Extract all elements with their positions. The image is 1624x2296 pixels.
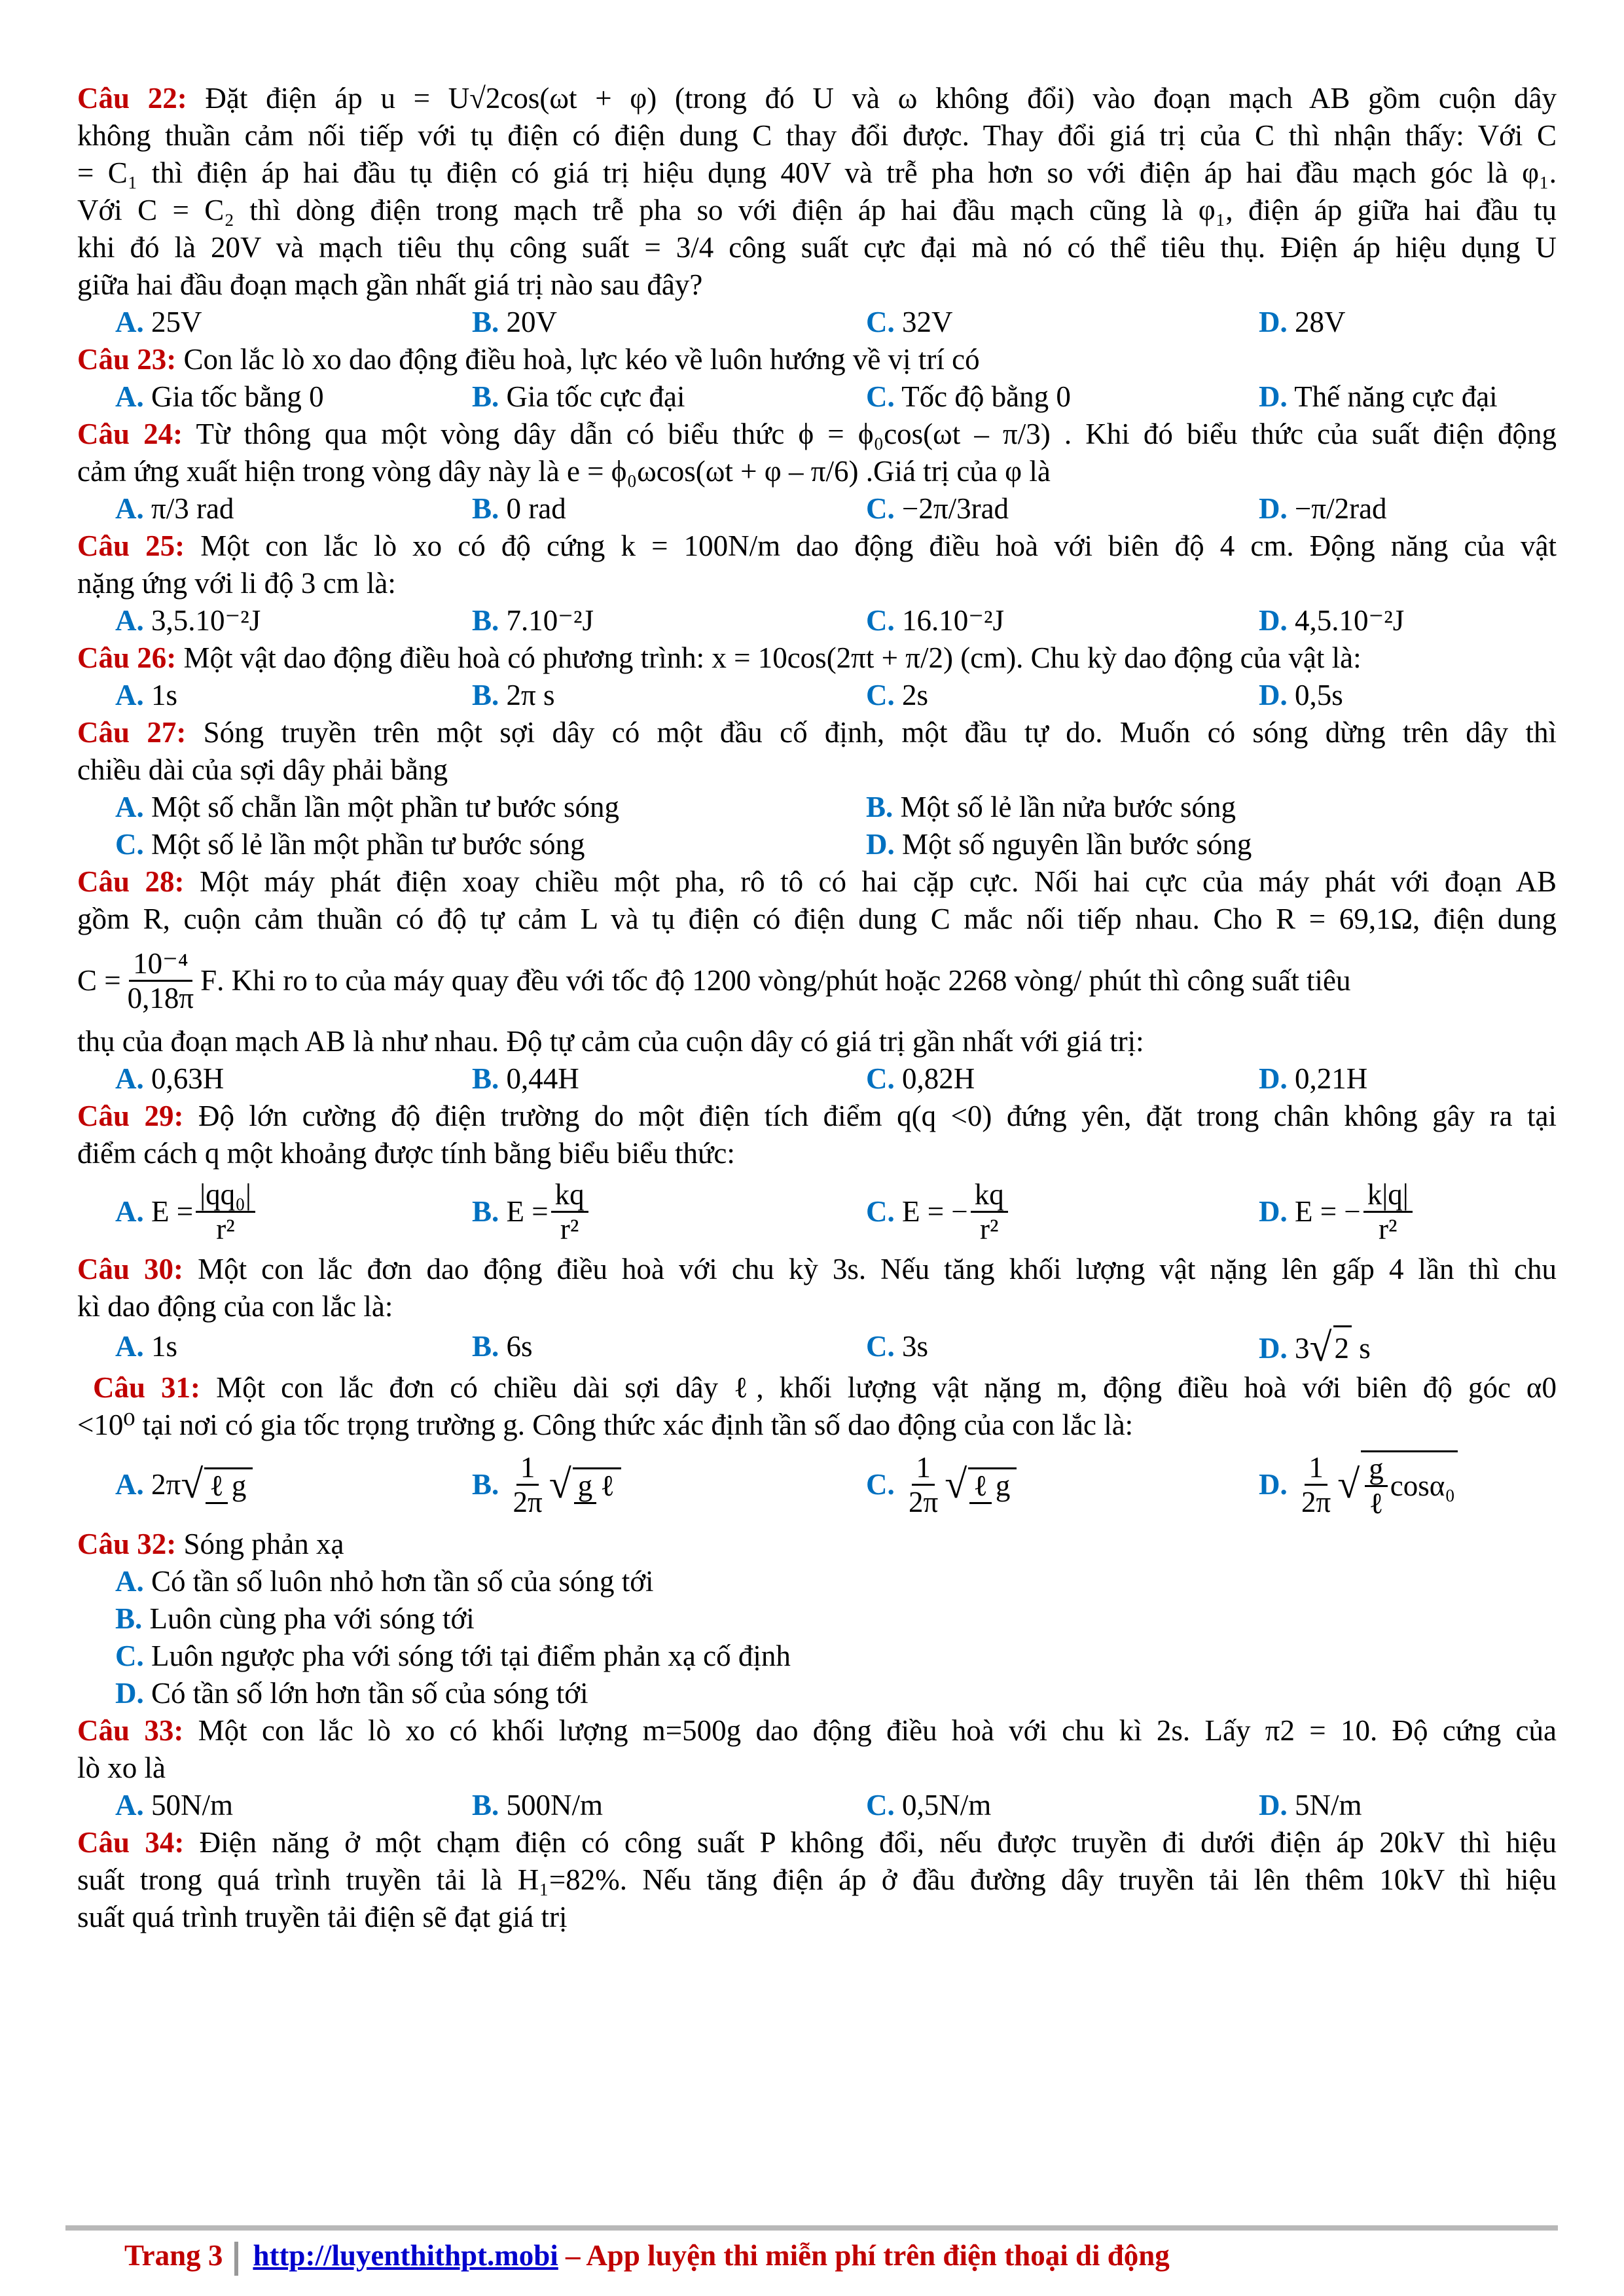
q23-stem: Câu 23: Con lắc lò xo dao động điều hoà, lực kéo về luôn hướng về vị trí có xyxy=(77,343,980,376)
page-number: Trang 3 xyxy=(124,2239,223,2272)
option-c[interactable]: C. Một số lẻ lần một phần tư bước sóng xyxy=(115,828,585,861)
q24-options xyxy=(77,490,1557,528)
option-a[interactable]: A. Có tần số luôn nhỏ hơn tần số của sóng tới xyxy=(115,1565,654,1598)
page-footer xyxy=(124,2238,1170,2276)
option-c[interactable]: C. 2s xyxy=(866,679,929,711)
option-d[interactable]: D. −π/2rad xyxy=(1259,492,1387,525)
q32-stem: Câu 32: Sóng phản xạ xyxy=(77,1528,344,1560)
option-b[interactable]: B. Gia tốc cực đại xyxy=(472,380,685,413)
fraction-capacitance: $\frac{\text{10⁻⁴}}{0,18\pi}$ xyxy=(127,946,194,1014)
option-d[interactable]: D. Có tần số lớn hơn tần số của sóng tới xyxy=(115,1677,588,1710)
footer-tagline: – App luyện thi miễn phí trên điện thoại di động xyxy=(566,2239,1170,2272)
q26-options xyxy=(77,677,1557,714)
question-number: Câu 22: xyxy=(77,82,187,115)
option-c[interactable]: C. 3s xyxy=(866,1330,929,1363)
option-d[interactable]: D. 28V xyxy=(1259,306,1346,338)
option-b[interactable]: B. 20V xyxy=(472,306,558,338)
option-d[interactable]: D. Một số nguyên lần bước sóng xyxy=(866,828,1252,861)
option-c[interactable]: C. 0,82H xyxy=(866,1062,975,1095)
q28-line1: Câu 28: Một máy phát điện xoay chiều một pha, rô tô có hai cặp cực. Nối hai cực của máy phát với đoạn AB xyxy=(77,865,1557,898)
option-b[interactable]: B. 0 rad xyxy=(472,492,566,525)
option-b[interactable]: B. Một số lẻ lần nửa bước sóng xyxy=(866,791,1236,823)
option-a[interactable]: A. 3,5.10⁻²J xyxy=(115,604,261,637)
formula-voltage: u = U√2cos(ωt + φ) xyxy=(380,82,657,115)
q30-options xyxy=(77,1325,1557,1369)
q30-line1: Câu 30: Một con lắc đơn dao động điều hoà với chu kỳ 3s. Nếu tăng khối lượng vật nặng lên gấp 4 lần thì chu xyxy=(77,1253,1557,1285)
option-a[interactable]: A. Một số chẵn lần một phần tư bước sóng xyxy=(115,791,619,823)
q23-options xyxy=(77,378,1557,416)
option-a[interactable]: A. 50N/m xyxy=(115,1789,234,1821)
option-d[interactable]: D. 0,21H xyxy=(1259,1062,1368,1095)
option-c[interactable]: C. 16.10⁻²J xyxy=(866,604,1005,637)
option-b[interactable]: B. E = $\frac{kq}{\text{r²}}$ xyxy=(472,1178,866,1246)
option-b[interactable]: B. 500N/m xyxy=(472,1789,604,1821)
q22-options xyxy=(77,304,1557,341)
option-b[interactable]: B. 0,44H xyxy=(472,1062,579,1095)
option-b[interactable]: B. 6s xyxy=(472,1330,533,1363)
option-a[interactable]: A. 25V xyxy=(115,306,202,338)
q31-options xyxy=(77,1444,1557,1526)
option-b[interactable]: B. Luôn cùng pha với sóng tới xyxy=(115,1602,475,1635)
option-d[interactable]: D. 3√2 s xyxy=(1259,1325,1371,1370)
footer-separator xyxy=(234,2242,238,2276)
option-c[interactable]: C. Tốc độ bằng 0 xyxy=(866,380,1071,413)
option-b[interactable]: B. $\frac{1}{2\pi}$ √ g ℓ xyxy=(472,1451,866,1518)
option-b[interactable]: B. 2π s xyxy=(472,679,555,711)
q27-options-row1 xyxy=(77,789,1557,826)
option-c[interactable]: C. $\frac{1}{2\pi}$ √ ℓ g xyxy=(866,1451,1259,1518)
q22-line1: Câu 22: Đặt điện áp u = U√2cos(ωt + φ) (trong đó U và ω không đổi) vào đoạn mạch AB gồm cuộn dây xyxy=(77,82,1557,115)
footer-link[interactable]: http://luyenthithpt.mobi xyxy=(253,2239,558,2272)
option-d[interactable]: D. E = − $\frac{k|q|}{\text{r²}}$ xyxy=(1259,1178,1415,1246)
q25-line1: Câu 25: Một con lắc lò xo có độ cứng k = 100N/m dao động điều hoà với biên độ 4 cm. Động năng của vật xyxy=(77,529,1557,562)
option-a[interactable]: A. 0,63H xyxy=(115,1062,225,1095)
option-a[interactable]: A. π/3 rad xyxy=(115,492,234,525)
option-a[interactable]: A. E = $\frac{\text{|qq₀|}}{\text{r²}}$ xyxy=(77,1178,472,1246)
footer-divider xyxy=(65,2225,1558,2231)
option-d[interactable]: D. Thế năng cực đại xyxy=(1259,380,1498,413)
option-a[interactable]: A. 2π √ ℓ g xyxy=(77,1466,472,1503)
q34-line1: Câu 34: Điện năng ở một chạm điện có công suất P không đổi, nếu được truyền đi dưới điện áp 20kV thì hiệu xyxy=(77,1826,1557,1859)
q31-line1: Câu 31: Một con lắc đơn có chiều dài sợi dây ℓ, khối lượng vật nặng m, động điều hoà với biên độ góc α0 xyxy=(93,1371,1557,1404)
q33-options xyxy=(77,1787,1557,1824)
option-b[interactable]: B. 7.10⁻²J xyxy=(472,604,594,637)
q27-line1: Câu 27: Sóng truyền trên một sợi dây có một đầu cố định, một đầu tự do. Muốn có sóng dừng trên dây thì xyxy=(77,716,1557,749)
option-c[interactable]: C. E = − $\frac{kq}{\text{r²}}$ xyxy=(866,1178,1259,1246)
option-a[interactable]: A. 1s xyxy=(115,1330,178,1363)
q24-line1: Câu 24: Từ thông qua một vòng dây dẫn có biểu thức ϕ = ϕ₀cos(ωt – π/3) . Khi đó biểu thức của suất điện động xyxy=(77,418,1557,450)
option-a[interactable]: A. 1s xyxy=(115,679,178,711)
exam-page-content: Câu 22: Đặt điện áp u = U√2cos(ωt + φ) (trong đó U và ω không đổi) vào đoạn mạch AB gồm cuộn dây không thuần cảm nối tiếp với tụ điện có điện dung C thay đổi được. Thay đổi giá trị của C thì nhận thấy: Với C = C₁ thì điện áp hai đầu tụ điện có giá trị hiệu dụng 40V và trễ pha hơn so với điện áp hai đầu mạch góc là φ₁. Với C = C₂ thì dòng điện trong mạch trễ pha so với điện áp hai đầu mạch cũng là φ₁, điện áp giữa hai đầu tụ khi đó là 20V và mạch tiêu thụ công suất = 3/4 công suất cực đại mà nó có thể tiêu thụ. Điện áp hiệu dụng U giữa hai đầu đoạn mạch gần nhất giá trị nào sau đây? A. 25V B. 20V C. 32V D. 28V Câu 23: Con lắc lò xo dao động điều hoà, lực kéo về luôn hướng về vị trí có A. Gia tốc bằng 0 B. Gia tốc cực đại C. Tốc độ bằng 0 D. Thế năng cực đại Câu 24: Từ thông qua một vòng dây dẫn có biểu thức ϕ = ϕ₀cos(ωt – π/3) . Khi đó biểu thức của suất điện động cảm ứng xuất hiện trong vòng dây này là e = ϕ₀ωcos(ωt + φ – π/6) .Giá trị của φ là A. π/3 rad B. 0 rad C. −2π/3rad D. −π/2rad Câu 25: Một con lắc lò xo có độ cứng k = 100N/m dao động điều hoà với biên độ 4 cm. Động năng của vật nặng ứng với li độ 3 cm là: A. 3,5.10⁻²J B. 7.10⁻²J C. 16.10⁻²J D. 4,5.10⁻²J Câu 26: Một vật dao động điều hoà có phương trình: x = 10cos(2πt + π/2) (cm). Chu kỳ dao động của vật là: A. 1s B. 2π s C. 2s D. 0,5s Câu 27: Sóng truyền trên một sợi dây có một đầu cố định, một đầu tự do. Muốn có sóng dừng trên dây thì chiều dài của sợi dây phải bằng A. Một số chẵn lần một phần tư bước sóng B. Một số lẻ lần nửa bước sóng C. Một số lẻ lần một phần tư bước sóng D. Một số nguyên lần bước sóng Câu 28: Một máy phát điện xoay chiều một pha, rô tô có hai cặp cực. Nối hai cực của máy phát với đoạn AB gồm R, cuộn cảm thuần có độ tự cảm L và tụ điện có điện dung C mắc nối tiếp nhau. Cho R = 69,1Ω, điện dung C = $\frac{\text{10⁻⁴}}{0,18\pi}$ F . Khi ro to của máy quay đều với tốc độ 1200 vòng/phút hoặc 2268 vòng/ phút thì công suất tiêu thụ của đoạn mạch AB là như nhau. Độ tự cảm của cuộn dây có giá trị gần nhất với giá trị: A. 0,63H B. 0,44H C. 0,82H D. 0,21H Câu 29: Độ lớn cường độ điện trường do một điện tích điểm q(q <0) đứng yên, đặt trong chân không gây ra tại điểm cách q một khoảng được tính bằng biểu biểu thức: A. E = $\frac{\text{|qq₀|}}{\text{r²}}$ B. E = $\frac{kq}{\text{r²}}$ C. E = − $\frac{kq}{\text{r²}}$ D. E = − $\frac{k|q|}{\text{r²}}$ Câu 30: Một con lắc đơn dao động điều hoà với chu kỳ 3s. Nếu tăng khối lượng vật nặng lên gấp 4 lần thì chu kì dao động của con lắc là: A. 1s B. 6s C. 3s D. 3√2 s Câu 31: Một con lắc đơn có chiều dài sợi dây ℓ, khối lượng vật nặng m, động điều hoà với biên độ góc α0 <10⁰ tại nơi có gia tốc trọng trường g. Công thức xác định tần số dao động của con lắc là: A. 2π √ ℓ g B. $\frac{1}{2\pi}$ √ g ℓ C. $\frac{1}{2\pi}$ √ ℓ g D. $\frac{1}{2\pi}$ √ $\frac{g}{\text{ℓ}}$ cosα₀ Câu 32: Sóng phản xạ A. Có tần số luôn nhỏ hơn tần số của sóng tới B. Luôn cùng pha với sóng tới C. Luôn ngược pha với sóng tới tại điểm phản xạ cố định D. Có tần số lớn hơn tần số của sóng tới Câu 33: Một con lắc lò xo có khối lượng m=500g dao động điều hoà với chu kì 2s. Lấy π2 = 10. Độ cứng của lò xo là A. 50N/m B. 500N/m C. 0,5N/m D. 5N/m Câu 34: Điện năng ở một chạm điện có công suất P không đổi, nếu được truyền đi dưới điện áp 20kV thì hiệu suất trong quá trình truyền tải là H₁=82%. Nếu tăng điện áp ở đầu đường dây truyền tải lên thêm 10kV thì hiệu suất quá trình truyền tải điện sẽ đạt giá trị xyxy=(77,80,1557,1936)
option-d[interactable]: D. $\frac{1}{2\pi}$ √ $\frac{g}{\text{ℓ}}$ cosα₀ xyxy=(1259,1450,1458,1520)
q26-stem: Câu 26: Một vật dao động điều hoà có phương trình: x = 10cos(2πt + π/2) (cm). Chu kỳ dao động của vật là: xyxy=(77,641,1362,674)
option-c[interactable]: C. −2π/3rad xyxy=(866,492,1009,525)
option-c[interactable]: C. 32V xyxy=(866,306,953,338)
q29-line1: Câu 29: Độ lớn cường độ điện trường do một điện tích điểm q(q <0) đứng yên, đặt trong chân không gây ra tại xyxy=(77,1100,1557,1132)
option-d[interactable]: D. 5N/m xyxy=(1259,1789,1362,1821)
option-d[interactable]: D. 4,5.10⁻²J xyxy=(1259,604,1405,637)
option-c[interactable]: C. 0,5N/m xyxy=(866,1789,992,1821)
option-a[interactable]: A. Gia tốc bằng 0 xyxy=(115,380,324,413)
q28-options xyxy=(77,1060,1557,1098)
q29-options xyxy=(77,1172,1557,1251)
option-c[interactable]: C. Luôn ngược pha với sóng tới tại điểm phản xạ cố định xyxy=(115,1640,791,1672)
q25-options xyxy=(77,602,1557,639)
q27-options-row2 xyxy=(77,826,1557,863)
q33-line1: Câu 33: Một con lắc lò xo có khối lượng m=500g dao động điều hoà với chu kì 2s. Lấy π2 = 10. Độ cứng của xyxy=(77,1714,1557,1747)
option-d[interactable]: D. 0,5s xyxy=(1259,679,1343,711)
q28-capacitance-row: C = $\frac{\text{10⁻⁴}}{0,18\pi}$ F . Khi ro to của máy quay đều với tốc độ 1200 vòng/phút hoặc 2268 vòng/ phút thì công suất tiêu xyxy=(77,946,1351,1014)
